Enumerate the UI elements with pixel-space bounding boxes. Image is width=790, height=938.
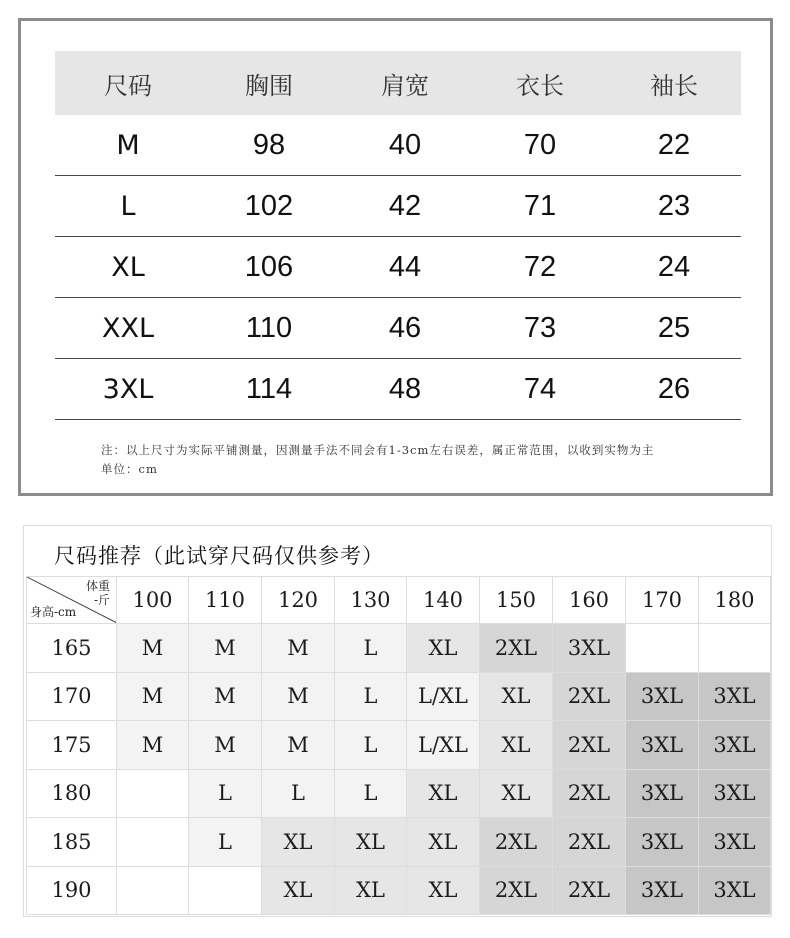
height-cell: 165 [27,624,117,673]
weight-header-cell: 170 [626,577,699,624]
sleeve-cell: 22 [607,115,741,176]
shoulder-cell: 40 [337,115,473,176]
recommended-size-cell: XL [407,769,480,818]
recommended-size-cell: XL [480,769,553,818]
recommended-size-cell: 2XL [553,672,626,721]
length-cell: 70 [473,115,607,176]
height-row [27,866,771,915]
length-cell: 72 [473,237,607,298]
sleeve-cell: 24 [607,237,741,298]
header-shoulder: 肩宽 [337,51,473,115]
recommended-size-cell: L/XL [407,721,480,770]
chest-cell: 114 [201,359,337,420]
header-size: 尺码 [55,51,201,115]
recommended-size-cell: L [189,818,262,867]
size-table [55,51,741,420]
recommended-size-cell: 3XL [553,624,626,673]
height-axis-label: 身高-cm [30,605,77,619]
recommended-size-cell: XL [480,721,553,770]
weight-label: 体重 [85,579,110,593]
recommended-size-cell: 3XL [626,866,699,915]
unit-line: 单位：cm [101,462,158,476]
measurement-note [101,441,741,479]
chest-cell: 106 [201,237,337,298]
recommended-size-cell: M [262,721,335,770]
recommended-size-cell: 2XL [553,818,626,867]
recommended-size-cell [189,866,262,915]
size-cell: 3XL [55,359,201,420]
shoulder-cell: 48 [337,359,473,420]
recommended-size-cell: L [335,721,407,770]
recommended-size-cell: M [117,672,189,721]
height-row [27,721,771,770]
size-cell: XL [55,237,201,298]
recommended-size-cell: XL [407,818,480,867]
header-chest: 胸围 [201,51,337,115]
recommended-size-cell: 2XL [480,818,553,867]
recommended-size-cell [699,624,771,673]
height-row [27,769,771,818]
weight-unit-label: -斤 [93,593,110,607]
recommended-size-cell: 2XL [553,769,626,818]
recommended-size-cell [117,818,189,867]
recommended-size-cell: 2XL [480,624,553,673]
size-cell: XXL [55,298,201,359]
size-chart-panel [18,18,773,496]
recommended-size-cell: XL [335,866,407,915]
table-row [55,115,741,176]
recommended-size-cell: L [189,769,262,818]
length-cell: 71 [473,176,607,237]
height-cell: 175 [27,721,117,770]
length-cell: 73 [473,298,607,359]
recommendation-grid [26,576,771,915]
sleeve-cell: 23 [607,176,741,237]
sleeve-cell: 26 [607,359,741,420]
size-cell: M [55,115,201,176]
height-cell: 170 [27,672,117,721]
recommended-size-cell: XL [407,624,480,673]
recommended-size-cell: 2XL [553,866,626,915]
height-cell: 185 [27,818,117,867]
recommended-size-cell: M [189,624,262,673]
height-cell: 180 [27,769,117,818]
recommended-size-cell [117,866,189,915]
chest-cell: 98 [201,115,337,176]
recommended-size-cell: M [189,672,262,721]
table-row [55,298,741,359]
recommended-size-cell: 3XL [626,818,699,867]
recommended-size-cell: XL [407,866,480,915]
table-row [55,237,741,298]
header-sleeve: 袖长 [607,51,741,115]
recommended-size-cell: L [335,769,407,818]
recommended-size-cell [117,769,189,818]
recommended-size-cell: L [335,672,407,721]
recommended-size-cell: 3XL [699,866,771,915]
recommended-size-cell: M [262,672,335,721]
recommended-size-cell: 3XL [699,818,771,867]
recommended-size-cell: 3XL [626,721,699,770]
recommended-size-cell: L [262,769,335,818]
header-length: 衣长 [473,51,607,115]
weight-header-cell: 180 [699,577,771,624]
recommended-size-cell: L/XL [407,672,480,721]
size-table-header-row [55,51,741,115]
recommendation-title: 尺码推荐（此试穿尺码仅供参考） [54,544,384,568]
recommended-size-cell: 3XL [626,769,699,818]
recommended-size-cell: 3XL [699,769,771,818]
corner-header-cell [27,577,117,624]
recommended-size-cell: L [335,624,407,673]
weight-header-cell: 150 [480,577,553,624]
size-recommendation-panel [23,525,772,917]
chest-cell: 102 [201,176,337,237]
weight-header-cell: 130 [335,577,407,624]
weight-header-cell: 100 [117,577,189,624]
size-cell: L [55,176,201,237]
recommended-size-cell [626,624,699,673]
recommended-size-cell: 3XL [626,672,699,721]
shoulder-cell: 44 [337,237,473,298]
sleeve-cell: 25 [607,298,741,359]
recommended-size-cell: M [189,721,262,770]
note-line: 注：以上尺寸为实际平铺测量，因测量手法不同会有1-3cm左右误差，属正常范围，以收到实物为主 [101,443,655,457]
shoulder-cell: 46 [337,298,473,359]
recommended-size-cell: XL [262,866,335,915]
shoulder-cell: 42 [337,176,473,237]
recommended-size-cell: M [262,624,335,673]
length-cell: 74 [473,359,607,420]
recommended-size-cell: M [117,624,189,673]
weight-axis-label [86,579,110,607]
weight-header-row [27,577,771,624]
recommended-size-cell: XL [335,818,407,867]
height-row [27,672,771,721]
recommended-size-cell: M [117,721,189,770]
height-cell: 190 [27,866,117,915]
recommended-size-cell: 3XL [699,672,771,721]
weight-header-cell: 110 [189,577,262,624]
table-row [55,359,741,420]
weight-header-cell: 120 [262,577,335,624]
weight-header-cell: 160 [553,577,626,624]
recommended-size-cell: XL [262,818,335,867]
table-row [55,176,741,237]
height-row [27,624,771,673]
recommended-size-cell: 3XL [699,721,771,770]
chest-cell: 110 [201,298,337,359]
height-row [27,818,771,867]
recommended-size-cell: 2XL [553,721,626,770]
recommended-size-cell: 2XL [480,866,553,915]
recommended-size-cell: XL [480,672,553,721]
weight-header-cell: 140 [407,577,480,624]
